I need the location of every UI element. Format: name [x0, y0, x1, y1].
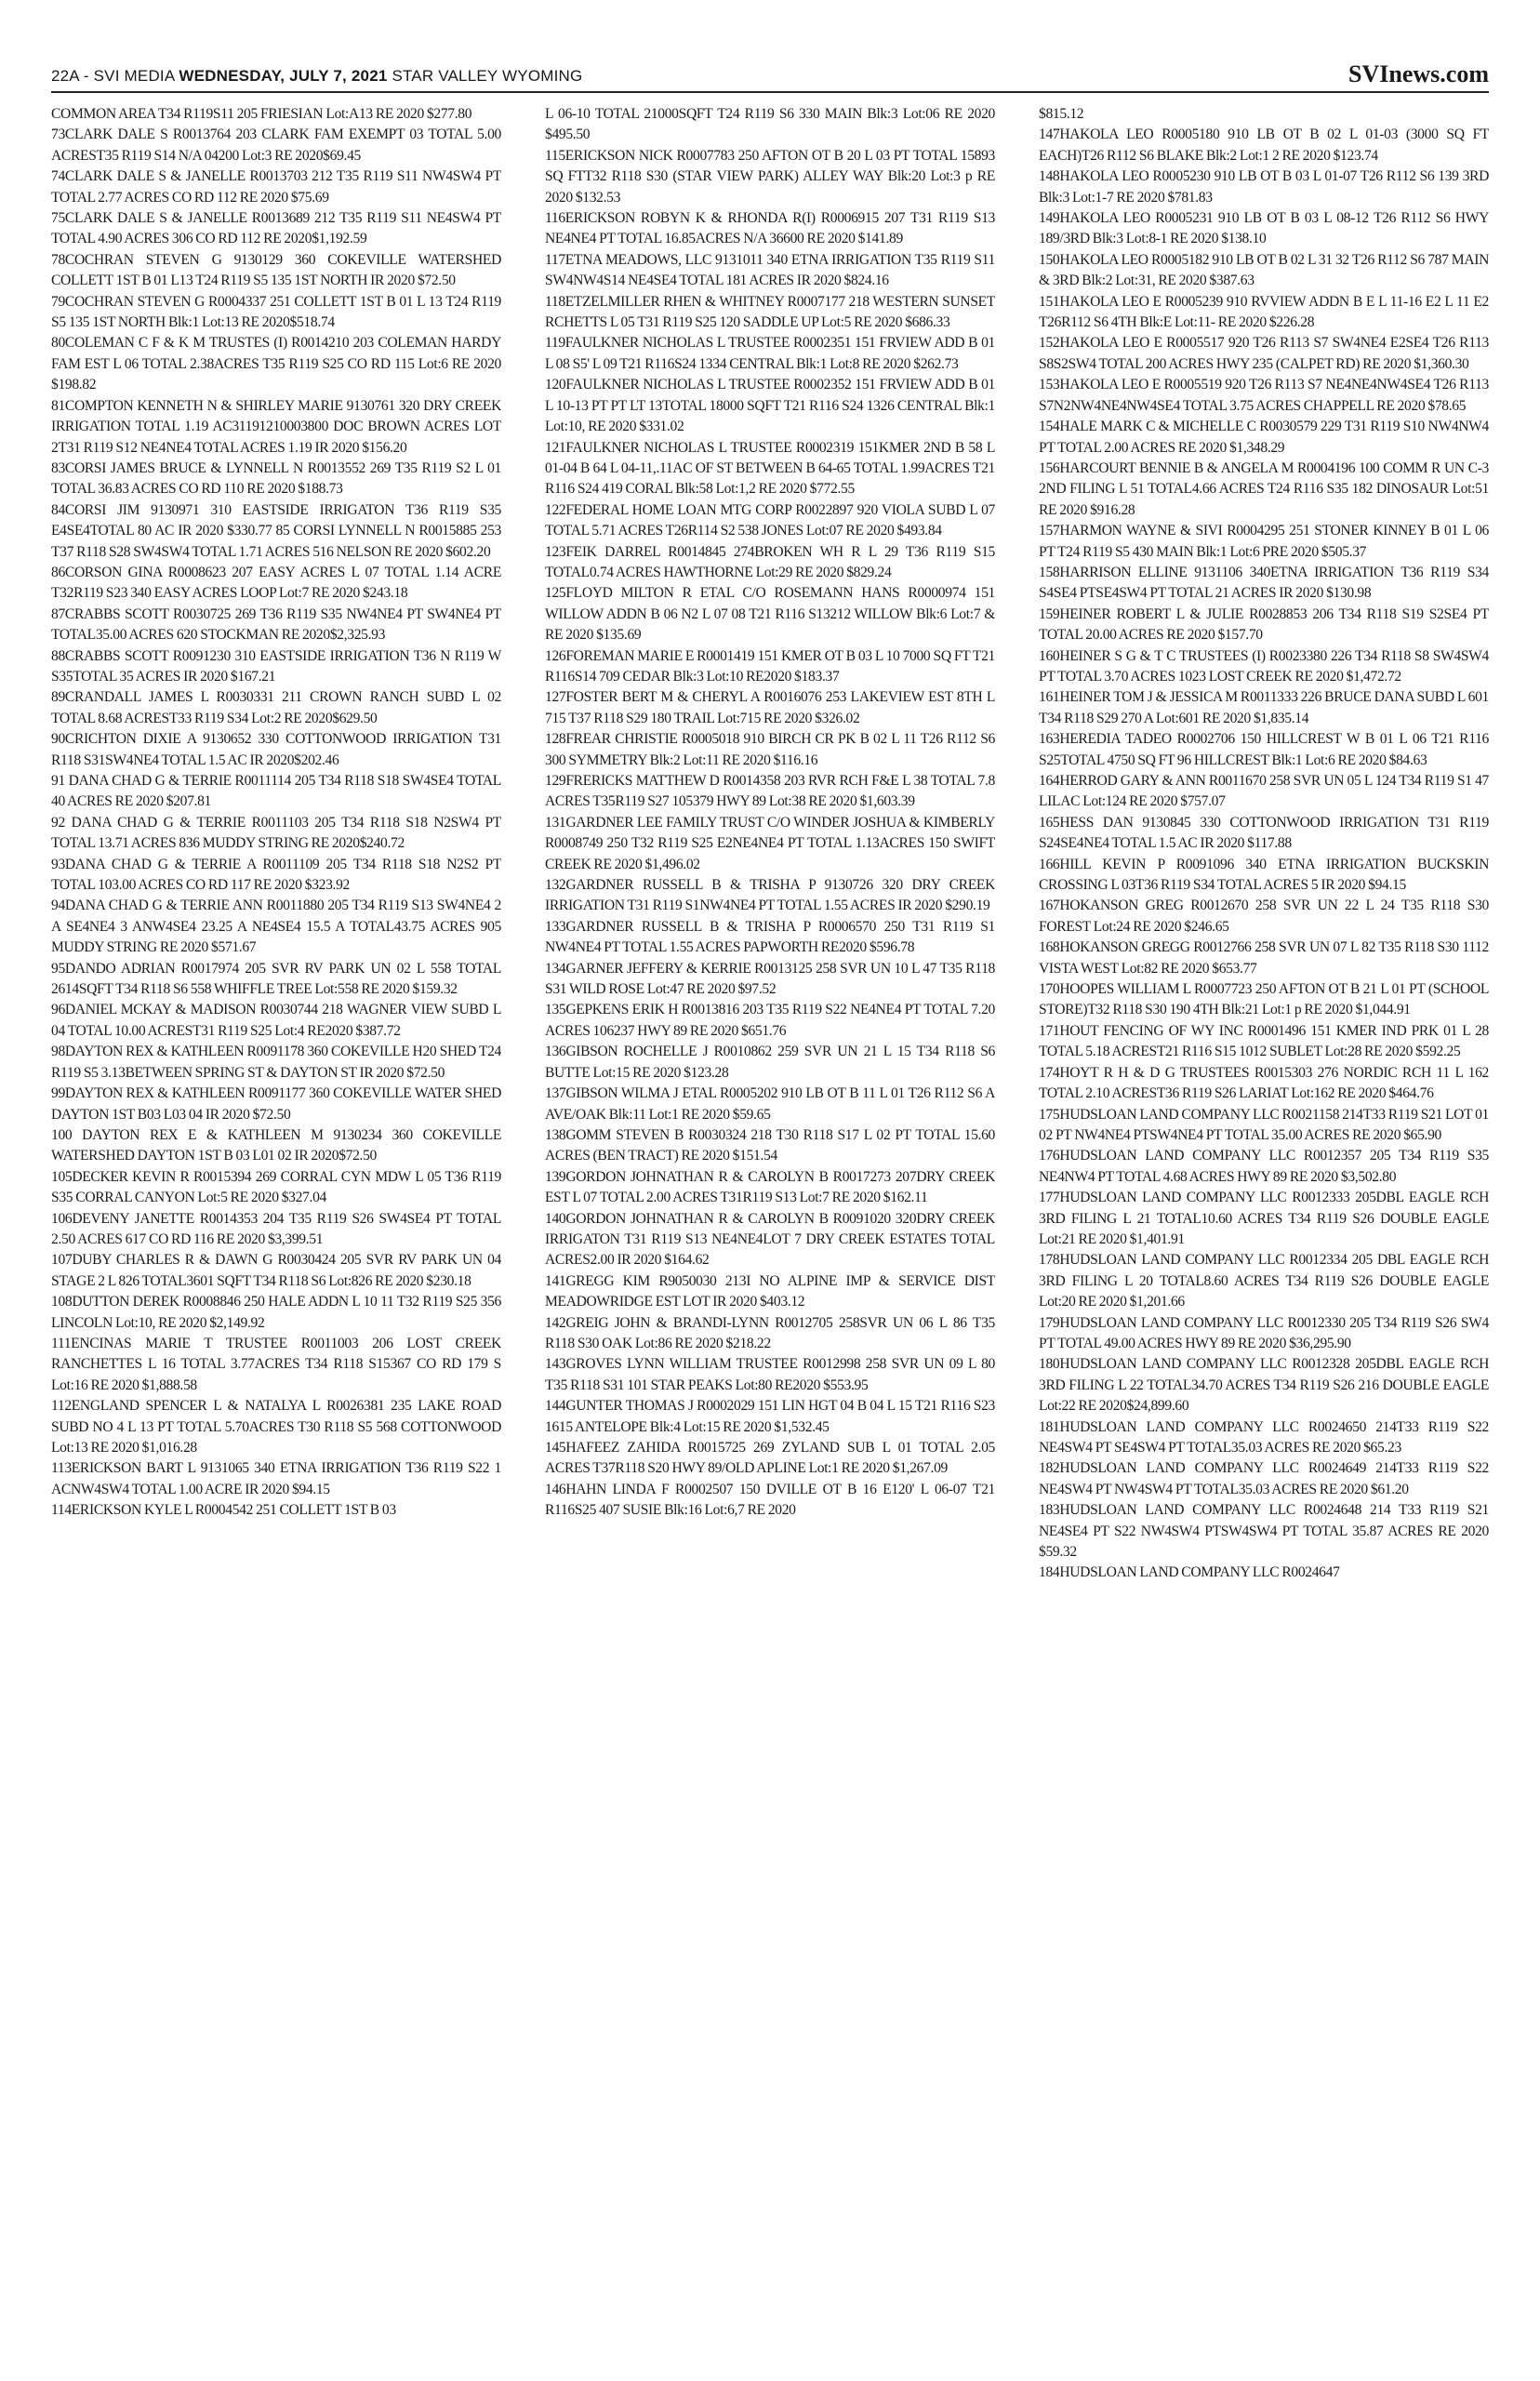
tax-listing-entry: 182HUDSLOAN LAND COMPANY LLC R0024649 214T33 R119 S22 NE4SW4 PT NW4SW4 PT TOTAL35.03 ACRES RE 2020 $61.20 [1039, 1460, 1489, 1497]
tax-listing-entry: 177HUDSLOAN LAND COMPANY LLC R0012333 205DBL EAGLE RCH 3RD FILING L 21 TOTAL10.60 ACRES T34 R119 S26 DOUBLE EAGLE Lot:21 RE 2020 $1,401.91 [1039, 1190, 1489, 1247]
tax-listing-entry: 128FREAR CHRISTIE R0005018 910 BIRCH CR PK B 02 L 11 T26 R112 S6 300 SYMMETRY Blk:2 Lot:11 RE 2020 $116.16 [545, 731, 995, 768]
tax-listing-entry: 158HARRISON ELLINE 9131106 340ETNA IRRIGATION T36 R119 S34 S4SE4 PTSE4SW4 PT TOTAL 21 ACRES IR 2020 $130.98 [1039, 564, 1489, 602]
tax-listing-entry: 120FAULKNER NICHOLAS L TRUSTEE R0002352 151 FRVIEW ADD B 01 L 10-13 PT PT LT 13TOTAL 18000 SQFT T21 R116 S24 1326 CENTRAL Blk:1 Lot:10, RE 2020 $331.02 [545, 377, 995, 435]
tax-listing-entry: 178HUDSLOAN LAND COMPANY LLC R0012334 205 DBL EAGLE RCH 3RD FILING L 20 TOTAL8.60 ACRES T34 R119 S26 DOUBLE EAGLE Lot:20 RE 2020 $1,201.66 [1039, 1252, 1489, 1310]
tax-listing-entry: 126FOREMAN MARIE E R0001419 151 KMER OT B 03 L 10 7000 SQ FT T21 R116S14 709 CEDAR Blk:3 Lot:10 RE2020 $183.37 [545, 647, 995, 685]
tax-listing-entry: 159HEINER ROBERT L & JULIE R0028853 206 T34 R118 S19 S2SE4 PT TOTAL 20.00 ACRES RE 2020 $157.70 [1039, 605, 1489, 644]
tax-listing-entry: COMMON AREA T34 R119S11 205 FRIESIAN Lot:A13 RE 2020 $277.80 [51, 106, 472, 122]
tax-listing-entry: 131GARDNER LEE FAMILY TRUST C/O WINDER JOSHUA & KIMBERLY R0008749 250 T32 R119 S25 E2NE4NE4 PT TOTAL 1.13ACRES 150 SWIFT CREEK RE 2020 $1,496.02 [545, 814, 995, 872]
tax-listing-entry: 133GARDNER RUSSELL B & TRISHA P R0006570 250 T31 R119 S1 NW4NE4 PT TOTAL 1.55 ACRES PAPWORTH RE2020 $596.78 [545, 918, 995, 956]
tax-listing-entry: 137GIBSON WILMA J ETAL R0005202 910 LB OT B 11 L 01 T26 R112 S6 A AVE/OAK Blk:11 Lot:1 RE 2020 $59.65 [545, 1085, 995, 1123]
tax-listing-entry: 132GARDNER RUSSELL B & TRISHA P 9130726 320 DRY CREEK IRRIGATION T31 R119 S1NW4NE4 PT TOTAL 1.55 ACRES IR 2020 $290.19 [545, 877, 995, 914]
tax-listing-entry: 151HAKOLA LEO E R0005239 910 RVVIEW ADDN B E L 11-16 E2 L 11 E2 T26R112 S6 4TH Blk:E Lot:11- RE 2020 $226.28 [1039, 293, 1489, 331]
tax-listing-entry: 115ERICKSON NICK R0007783 250 AFTON OT B 20 L 03 PT TOTAL 15893 SQ FTT32 R118 S30 (STAR VIEW PARK) ALLEY WAY Blk:20 Lot:3 p RE 2020 $132.53 [545, 147, 995, 206]
tax-listing-entry: 113ERICKSON BART L 9131065 340 ETNA IRRIGATION T36 R119 S22 1 ACNW4SW4 TOTAL 1.00 ACRE IR 2020 $94.15 [51, 1460, 501, 1497]
tax-listing-entry: 114ERICKSON KYLE L R0004542 251 COLLETT 1ST B 03 [51, 1502, 396, 1519]
tax-listing-entry: 146HAHN LINDA F R0002507 150 DVILLE OT B 16 E120' L 06-07 T21 R116S25 407 SUSIE Blk:16 Lot:6,7 RE 2020 [545, 1481, 995, 1519]
tax-listing-entry: 184HUDSLOAN LAND COMPANY LLC R0024647 [1039, 1564, 1340, 1581]
tax-listing-entry: 117ETNA MEADOWS, LLC 9131011 340 ETNA IRRIGATION T35 R119 S11 SW4NW4S14 NE4SE4 TOTAL 181 ACRES IR 2020 $824.16 [545, 251, 995, 289]
tax-listing-entry: 106DEVENY JANETTE R0014353 204 T35 R119 S26 SW4SE4 PT TOTAL 2.50 ACRES 617 CO RD 116 RE 2020 $3,399.51 [51, 1210, 501, 1247]
tax-listing-entry: 119FAULKNER NICHOLAS L TRUSTEE R0002351 151 FRVIEW ADD B 01 L 08 S5' L 09 T21 R116S24 1334 CENTRAL Blk:1 Lot:8 RE 2020 $262.73 [545, 335, 995, 372]
tax-listing-entry: 179HUDSLOAN LAND COMPANY LLC R0012330 205 T34 R119 S26 SW4 PT TOTAL 49.00 ACRES HWY 89 RE 2020 $36,295.90 [1039, 1314, 1489, 1351]
tax-listing-entry: 160HEINER S G & T C TRUSTEES (I) R0023380 226 T34 R118 S8 SW4SW4 PT TOTAL 3.70 ACRES 1023 LOST CREEK RE 2020 $1,472.72 [1039, 647, 1489, 685]
tax-listing-entry: 165HESS DAN 9130845 330 COTTONWOOD IRRIGATION T31 R119 S24SE4NE4 TOTAL 1.5 AC IR 2020 $117.88 [1039, 814, 1489, 852]
column-3 [1039, 104, 1489, 2364]
tax-listing-entry: 87CRABBS SCOTT R0030725 269 T36 R119 S35 NW4NE4 PT SW4NE4 PT TOTAL35.00 ACRES 620 STOCKMAN RE 2020$2,325.93 [51, 605, 501, 644]
tax-listing-entry: 157HARMON WAYNE & SIVI R0004295 251 STONER KINNEY B 01 L 06 PT T24 R119 S5 430 MAIN Blk:1 Lot:6 PRE 2020 $505.37 [1039, 523, 1489, 560]
tax-listing-entry: 135GEPKENS ERIK H R0013816 203 T35 R119 S22 NE4NE4 PT TOTAL 7.20 ACRES 106237 HWY 89 RE 2020 $651.76 [545, 1002, 995, 1039]
tax-listing-entry: 183HUDSLOAN LAND COMPANY LLC R0024648 214 T33 R119 S21 NE4SE4 PT S22 NW4SW4 PTSW4SW4 PT TOTAL 35.87 ACRES RE 2020 $59.32 [1039, 1502, 1489, 1561]
tax-listing-entry: 170HOOPES WILLIAM L R0007723 250 AFTON OT B 21 L 01 PT (SCHOOL STORE)T32 R118 S30 190 4TH Blk:21 Lot:1 p RE 2020 $1,044.91 [1039, 981, 1489, 1018]
tax-listing-entry: 96DANIEL MCKAY & MADISON R0030744 218 WAGNER VIEW SUBD L 04 TOTAL 10.00 ACREST31 R119 S25 Lot:4 RE2020 $387.72 [51, 1002, 501, 1039]
tax-listing-entry: 91 DANA CHAD G & TERRIE R0011114 205 T34 R118 S18 SW4SE4 TOTAL 40 ACRES RE 2020 $207.81 [51, 773, 501, 810]
tax-listing-entry: 140GORDON JOHNATHAN R & CAROLYN B R0091020 320DRY CREEK IRRIGATON T31 R119 S13 NE4NE4LOT 7 DRY CREEK ESTATES TOTAL ACRES2.00 IR 2020 $164.62 [545, 1210, 995, 1269]
tax-listing-entry: 171HOUT FENCING OF WY INC R0001496 151 KMER IND PRK 01 L 28 TOTAL 5.18 ACREST21 R116 S15 1012 SUBLET Lot:28 RE 2020 $592.25 [1039, 1022, 1489, 1060]
tax-listing-entry: 180HUDSLOAN LAND COMPANY LLC R0012328 205DBL EAGLE RCH 3RD FILING L 22 TOTAL34.70 ACRES T34 R119 S26 216 DOUBLE EAGLE Lot:22 RE 2020$24,899.60 [1039, 1356, 1489, 1415]
tax-listing-entry: 98DAYTON REX & KATHLEEN R0091178 360 COKEVILLE H20 SHED T24 R119 S5 3.13BETWEEN SPRING ST & DAYTON ST IR 2020 $72.50 [51, 1044, 501, 1081]
tax-listing-entry: 129FRERICKS MATTHEW D R0014358 203 RVR RCH F&E L 38 TOTAL 7.8 ACRES T35R119 S27 105379 HWY 89 Lot:38 RE 2020 $1,603.39 [545, 773, 995, 810]
tax-listing-entry: 175HUDSLOAN LAND COMPANY LLC R0021158 214T33 R119 S21 LOT 01 02 PT NW4NE4 PTSW4NE4 PT TOTAL 35.00 ACRES RE 2020 $65.90 [1039, 1106, 1489, 1143]
tax-listing-entry: 166HILL KEVIN P R0091096 340 ETNA IRRIGATION BUCKSKIN CROSSING L 03T36 R119 S34 TOTAL ACRES 5 IR 2020 $94.15 [1039, 856, 1489, 894]
tax-listing-entry: 89CRANDALL JAMES L R0030331 211 CROWN RANCH SUBD L 02 TOTAL 8.68 ACREST33 R119 S34 Lot:2 RE 2020$629.50 [51, 689, 501, 726]
tax-listing-entry: 74CLARK DALE S & JANELLE R0013703 212 T35 R119 S11 NW4SW4 PT TOTAL 2.77 ACRES CO RD 112 RE 2020 $75.69 [51, 168, 501, 206]
tax-listing-entry: 181HUDSLOAN LAND COMPANY LLC R0024650 214T33 R119 S22 NE4SW4 PT SE4SW4 PT TOTAL35.03 ACRES RE 2020 $65.23 [1039, 1418, 1489, 1456]
tax-listing-entry: 145HAFEEZ ZAHIDA R0015725 269 ZYLAND SUB L 01 TOTAL 2.05 ACRES T37R118 S20 HWY 89/OLD APLINE Lot:1 RE 2020 $1,267.09 [545, 1440, 995, 1477]
tax-listing-entry: 86CORSON GINA R0008623 207 EASY ACRES L 07 TOTAL 1.14 ACRE T32R119 S23 340 EASY ACRES LOOP Lot:7 RE 2020 $243.18 [51, 564, 501, 602]
tax-listing-entry: L 06-10 TOTAL 21000SQFT T24 R119 S6 330 MAIN Blk:3 Lot:06 RE 2020 $495.50 [545, 106, 995, 143]
tax-listing-entry: 107DUBY CHARLES R & DAWN G R0030424 205 SVR RV PARK UN 04 STAGE 2 L 826 TOTAL3601 SQFT T34 R118 S6 Lot:826 RE 2020 $230.18 [51, 1252, 501, 1289]
tax-listing-entry: 112ENGLAND SPENCER L & NATALYA L R0026381 235 LAKE ROAD SUBD NO 4 L 13 PT TOTAL 5.70ACRES T30 R118 S5 568 COTTONWOOD Lot:13 RE 2020 $1,016.28 [51, 1398, 501, 1456]
tax-listing-entry: 150HAKOLA LEO R0005182 910 LB OT B 02 L 31 32 T26 R112 S6 787 MAIN & 3RD Blk:2 Lot:31, RE 2020 $387.63 [1039, 251, 1489, 289]
tax-listing-entry: 125FLOYD MILTON R ETAL C/O ROSEMANN HANS R0000974 151 WILLOW ADDN B 06 N2 L 07 08 T21 R116 S13212 WILLOW Blk:6 Lot:7 & RE 2020 $135.69 [545, 585, 995, 644]
tax-listing-entry: 111ENCINAS MARIE T TRUSTEE R0011003 206 LOST CREEK RANCHETTES L 16 TOTAL 3.77ACRES T34 R118 S15367 CO RD 179 S Lot:16 RE 2020 $1,888.58 [51, 1335, 501, 1393]
tax-listing-entry: 147HAKOLA LEO R0005180 910 LB OT B 02 L 01-03 (3000 SQ FT EACH)T26 R112 S6 BLAKE Blk:2 Lot:1 2 RE 2020 $123.74 [1039, 126, 1489, 164]
tax-listing-entry: 134GARNER JEFFERY & KERRIE R0013125 258 SVR UN 10 L 47 T35 R118 S31 WILD ROSE Lot:47 RE 2020 $97.52 [545, 960, 995, 998]
tax-listing-entry: 138GOMM STEVEN B R0030324 218 T30 R118 S17 L 02 PT TOTAL 15.60 ACRES (BEN TRACT) RE 2020 $151.54 [545, 1126, 995, 1164]
tax-listing-entry: 176HUDSLOAN LAND COMPANY LLC R0012357 205 T34 R119 S35 NE4NW4 PT TOTAL 4.68 ACRES HWY 89 RE 2020 $3,502.80 [1039, 1148, 1489, 1185]
tax-listing-entry: 164HERROD GARY & ANN R0011670 258 SVR UN 05 L 124 T34 R119 S1 47 LILAC Lot:124 RE 2020 $757.07 [1039, 773, 1489, 810]
tax-listing-entry: 143GROVES LYNN WILLIAM TRUSTEE R0012998 258 SVR UN 09 L 80 T35 R118 S31 101 STAR PEAKS Lot:80 RE2020 $553.95 [545, 1356, 995, 1393]
tax-listing-entry: 75CLARK DALE S & JANELLE R0013689 212 T35 R119 S11 NE4SW4 PT TOTAL 4.90 ACRES 306 CO RD 112 RE 2020$1,192.59 [51, 210, 501, 247]
tax-listing-entry: 153HAKOLA LEO E R0005519 920 T26 R113 S7 NE4NE4NW4SE4 T26 R113 S7N2NW4NE4NW4SE4 TOTAL 3.75 ACRES CHAPPELL RE 2020 $78.65 [1039, 377, 1489, 414]
tax-listing-entry: 100 DAYTON REX E & KATHLEEN M 9130234 360 COKEVILLE WATERSHED DAYTON 1ST B 03 L01 02 IR 2020$72.50 [51, 1126, 501, 1164]
tax-listing-entry: 156HARCOURT BENNIE B & ANGELA M R0004196 100 COMM R UN C-3 2ND FILING L 51 TOTAL4.66 ACRES T24 R116 S35 182 DINOSAUR Lot:51 RE 2020 $916.28 [1039, 459, 1489, 518]
folio-location: STAR VALLEY WYOMING [387, 67, 583, 85]
tax-listing-entry: 95DANDO ADRIAN R0017974 205 SVR RV PARK UN 02 L 558 TOTAL 2614SQFT T34 R118 S6 558 WHIFFLE TREE Lot:558 RE 2020 $159.32 [51, 960, 501, 998]
tax-listing-entry: 99DAYTON REX & KATHLEEN R0091177 360 COKEVILLE WATER SHED DAYTON 1ST B03 L03 04 IR 2020 $72.50 [51, 1085, 501, 1123]
tax-listing-entry: 142GREIG JOHN & BRANDI-LYNN R0012705 258SVR UN 06 L 86 T35 R118 S30 OAK Lot:86 RE 2020 $218.22 [545, 1314, 995, 1351]
tax-listing-entry: 81COMPTON KENNETH N & SHIRLEY MARIE 9130761 320 DRY CREEK IRRIGATION TOTAL 1.19 AC31191210003800 DOC BROWN ACRES LOT 2T31 R119 S12 NE4NE4 TOTAL ACRES 1.19 IR 2020 $156.20 [51, 397, 501, 456]
tax-listing-entry: 163HEREDIA TADEO R0002706 150 HILLCREST W B 01 L 06 T21 R116 S25TOTAL 4750 SQ FT 96 HILLCREST Blk:1 Lot:6 RE 2020 $84.63 [1039, 731, 1489, 768]
tax-listing-entry: 121FAULKNER NICHOLAS L TRUSTEE R0002319 151KMER 2ND B 58 L 01-04 B 64 L 04-11,.11AC OF ST BETWEEN B 64-65 TOTAL 1.99ACRES T21 R116 S24 419 CORAL Blk:58 Lot:1,2 RE 2020 $772.55 [545, 439, 995, 498]
tax-listing-entry: 152HAKOLA LEO E R0005517 920 T26 R113 S7 SW4NE4 E2SE4 T26 R113 S8S2SW4 TOTAL 200 ACRES HWY 235 (CALPET RD) RE 2020 $1,360.30 [1039, 335, 1489, 372]
tax-listing-entry: 90CRICHTON DIXIE A 9130652 330 COTTONWOOD IRRIGATION T31 R118 S31SW4NE4 TOTAL 1.5 AC IR 2020$202.46 [51, 731, 501, 768]
tax-listing-entry: 154HALE MARK C & MICHELLE C R0030579 229 T31 R119 S10 NW4NW4 PT TOTAL 2.00 ACRES RE 2020 $1,348.29 [1039, 419, 1489, 456]
tax-listing-entry: 141GREGG KIM R9050030 213I NO ALPINE IMP & SERVICE DIST MEADOWRIDGE EST LOT IR 2020 $403.12 [545, 1272, 995, 1310]
site-brand[interactable]: SVInews.com [1348, 60, 1489, 87]
tax-listing-entry: 92 DANA CHAD G & TERRIE R0011103 205 T34 R118 S18 N2SW4 PT TOTAL 13.71 ACRES 836 MUDDY STRING RE 2020$240.72 [51, 814, 501, 852]
page-folio [51, 67, 582, 91]
issue-date: WEDNESDAY, JULY 7, 2021 [179, 67, 388, 85]
tax-listing-entry: 118ETZELMILLER RHEN & WHITNEY R0007177 218 WESTERN SUNSET RCHETTS L 05 T31 R119 S25 120 SADDLE UP Lot:5 RE 2020 $686.33 [545, 293, 995, 331]
tax-listing-entry: 127FOSTER BERT M & CHERYL A R0016076 253 LAKEVIEW EST 8TH L 715 T37 R118 S29 180 TRAIL Lot:715 RE 2020 $326.02 [545, 689, 995, 726]
tax-listing-entry: 123FEIK DARREL R0014845 274BROKEN WH R L 29 T36 R119 S15 TOTAL0.74 ACRES HAWTHORNE Lot:29 RE 2020 $829.24 [545, 543, 995, 580]
tax-listing-entry: $815.12 [1039, 106, 1084, 122]
tax-listing-entry: 149HAKOLA LEO R0005231 910 LB OT B 03 L 08-12 T26 R112 S6 HWY 189/3RD Blk:3 Lot:8-1 RE 2020 $138.10 [1039, 210, 1489, 247]
tax-listing-entry: 88CRABBS SCOTT R0091230 310 EASTSIDE IRRIGATION T36 N R119 W S35TOTAL 35 ACRES IR 2020 $167.21 [51, 647, 501, 685]
tax-listing-entry: 116ERICKSON ROBYN K & RHONDA R(I) R0006915 207 T31 R119 S13 NE4NE4 PT TOTAL 16.85ACRES N/A 36600 RE 2020 $141.89 [545, 210, 995, 247]
legal-notice-columns [51, 104, 1489, 2364]
tax-listing-entry: 78COCHRAN STEVEN G 9130129 360 COKEVILLE WATERSHED COLLETT 1ST B 01 L13 T24 R119 S5 135 1ST NORTH IR 2020 $72.50 [51, 251, 501, 289]
tax-listing-entry: 161HEINER TOM J & JESSICA M R0011333 226 BRUCE DANA SUBD L 601 T34 R118 S29 270 A Lot:601 RE 2020 $1,835.14 [1039, 689, 1489, 726]
tax-listing-entry: 167HOKANSON GREG R0012670 258 SVR UN 22 L 24 T35 R118 S30 FOREST Lot:24 RE 2020 $246.65 [1039, 898, 1489, 935]
tax-listing-entry: 139GORDON JOHNATHAN R & CAROLYN B R0017273 207DRY CREEK EST L 07 TOTAL 2.00 ACRES T31R119 S13 Lot:7 RE 2020 $162.11 [545, 1168, 995, 1206]
tax-listing-entry: 80COLEMAN C F & K M TRUSTES (I) R0014210 203 COLEMAN HARDY FAM EST L 06 TOTAL 2.38ACRES T35 R119 S25 CO RD 115 Lot:6 RE 2020 $198.82 [51, 335, 501, 393]
tax-listing-entry: 93DANA CHAD G & TERRIE A R0011109 205 T34 R118 S18 N2S2 PT TOTAL 103.00 ACRES CO RD 117 RE 2020 $323.92 [51, 856, 501, 894]
tax-listing-entry: 79COCHRAN STEVEN G R0004337 251 COLLETT 1ST B 01 L 13 T24 R119 S5 135 1ST NORTH Blk:1 Lot:13 RE 2020$518.74 [51, 293, 501, 331]
page-header [51, 58, 1489, 93]
tax-listing-entry: 94DANA CHAD G & TERRIE ANN R0011880 205 T34 R119 S13 SW4NE4 2 A SE4NE4 3 ANW4SE4 23.25 A NE4SE4 15.5 A TOTAL43.75 ACRES 905 MUDDY STRING RE 2020 $571.67 [51, 898, 501, 956]
tax-listing-entry: 84CORSI JIM 9130971 310 EASTSIDE IRRIGATON T36 R119 S35 E4SE4TOTAL 80 AC IR 2020 $330.77 85 CORSI LYNNELL N R0015885 253 T37 R118 S28 SW4SW4 TOTAL 1.71 ACRES 516 NELSON RE 2020 $602.20 [51, 501, 501, 560]
tax-listing-entry: 144GUNTER THOMAS J R0002029 151 LIN HGT 04 B 04 L 15 T21 R116 S23 1615 ANTELOPE Blk:4 Lot:15 RE 2020 $1,532.45 [545, 1398, 995, 1435]
tax-listing-entry: 73CLARK DALE S R0013764 203 CLARK FAM EXEMPT 03 TOTAL 5.00 ACREST35 R119 S14 N/A 04200 Lot:3 RE 2020$69.45 [51, 126, 501, 164]
tax-listing-entry: 83CORSI JAMES BRUCE & LYNNELL N R0013552 269 T35 R119 S2 L 01 TOTAL 36.83 ACRES CO RD 110 RE 2020 $188.73 [51, 459, 501, 498]
tax-listing-entry: 108DUTTON DEREK R0008846 250 HALE ADDN L 10 11 T32 R119 S25 356 LINCOLN Lot:10, RE 2020 $2,149.92 [51, 1294, 501, 1331]
tax-listing-entry: 136GIBSON ROCHELLE J R0010862 259 SVR UN 21 L 15 T34 R118 S6 BUTTE Lot:15 RE 2020 $123.28 [545, 1044, 995, 1081]
tax-listing-entry: 168HOKANSON GREGG R0012766 258 SVR UN 07 L 82 T35 R118 S30 1112 VISTA WEST Lot:82 RE 2020 $653.77 [1039, 939, 1489, 977]
column-1 [51, 104, 501, 2364]
column-2 [545, 104, 995, 2364]
tax-listing-entry: 174HOYT R H & D G TRUSTEES R0015303 276 NORDIC RCH 11 L 162 TOTAL 2.10 ACREST36 R119 S26 LARIAT Lot:162 RE 2020 $464.76 [1039, 1064, 1489, 1102]
folio-prefix: 22A - SVI MEDIA [51, 67, 179, 85]
tax-listing-entry: 148HAKOLA LEO R0005230 910 LB OT B 03 L 01-07 T26 R112 S6 139 3RD Blk:3 Lot:1-7 RE 2020 $781.83 [1039, 168, 1489, 206]
tax-listing-entry: 105DECKER KEVIN R R0015394 269 CORRAL CYN MDW L 05 T36 R119 S35 CORRAL CANYON Lot:5 RE 2020 $327.04 [51, 1168, 501, 1206]
tax-listing-entry: 122FEDERAL HOME LOAN MTG CORP R0022897 920 VIOLA SUBD L 07 TOTAL 5.71 ACRES T26R114 S2 538 JONES Lot:07 RE 2020 $493.84 [545, 501, 995, 539]
